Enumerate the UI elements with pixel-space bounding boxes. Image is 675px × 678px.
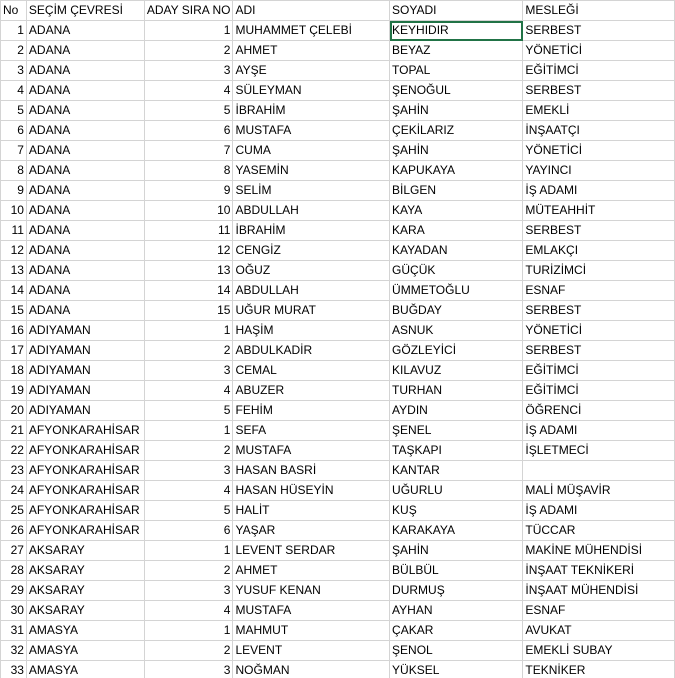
cell-order[interactable]: 2 (144, 341, 233, 361)
cell-occupation[interactable]: ESNAF (523, 281, 675, 301)
cell-first-name[interactable]: NOĞMAN (233, 661, 390, 678)
cell-no[interactable]: 14 (1, 281, 27, 301)
cell-no[interactable]: 8 (1, 161, 27, 181)
table-row (1, 341, 675, 361)
cell-first-name[interactable]: HALİT (233, 501, 390, 521)
cell-occupation[interactable]: EĞİTİMCİ (523, 381, 675, 401)
cell-occupation[interactable]: YÖNETİCİ (523, 321, 675, 341)
cell-no[interactable]: 12 (1, 241, 27, 261)
cell-order[interactable]: 3 (144, 581, 233, 601)
cell-no[interactable]: 32 (1, 641, 27, 661)
cell-no[interactable]: 25 (1, 501, 27, 521)
cell-last-name[interactable]: TURHAN (390, 381, 523, 401)
cell-occupation[interactable]: İŞ ADAMI (523, 421, 675, 441)
cell-occupation[interactable]: SERBEST (523, 341, 675, 361)
header-row (1, 1, 675, 21)
cell-district[interactable]: AFYONKARAHİSAR (26, 421, 144, 441)
cell-first-name[interactable]: CEMAL (233, 361, 390, 381)
cell-district[interactable]: AKSARAY (26, 541, 144, 561)
cell-first-name[interactable]: AHMET (233, 41, 390, 61)
cell-no[interactable]: 26 (1, 521, 27, 541)
cell-order[interactable]: 6 (144, 121, 233, 141)
cell-order[interactable]: 1 (144, 21, 233, 41)
cell-district[interactable]: ADANA (26, 161, 144, 181)
cell-last-name[interactable]: KUŞ (390, 501, 523, 521)
cell-first-name[interactable]: YAŞAR (233, 521, 390, 541)
cell-no[interactable]: 10 (1, 201, 27, 221)
table-row (1, 601, 675, 621)
cell-occupation[interactable]: EMEKLİ (523, 101, 675, 121)
table-row (1, 201, 675, 221)
cell-first-name[interactable]: AYŞE (233, 61, 390, 81)
cell-occupation[interactable]: İŞ ADAMI (523, 501, 675, 521)
cell-occupation[interactable]: TURİZİMCİ (523, 261, 675, 281)
cell-no[interactable]: 33 (1, 661, 27, 678)
cell-occupation[interactable] (523, 461, 675, 481)
table-row (1, 161, 675, 181)
cell-last-name[interactable]: KAYADAN (390, 241, 523, 261)
cell-occupation[interactable]: YAYINCI (523, 161, 675, 181)
table-row (1, 401, 675, 421)
cell-first-name[interactable]: SÜLEYMAN (233, 81, 390, 101)
cell-last-name[interactable]: KARAKAYA (390, 521, 523, 541)
cell-district[interactable]: ADANA (26, 21, 144, 41)
cell-last-name[interactable]: GÖZLEYİCİ (390, 341, 523, 361)
table-row (1, 181, 675, 201)
cell-order[interactable]: 5 (144, 401, 233, 421)
cell-no[interactable]: 15 (1, 301, 27, 321)
table-row (1, 81, 675, 101)
header-order[interactable]: ADAY SIRA NO (144, 1, 233, 21)
cell-order[interactable]: 3 (144, 461, 233, 481)
cell-first-name[interactable]: CUMA (233, 141, 390, 161)
table-row (1, 441, 675, 461)
cell-first-name[interactable]: FEHİM (233, 401, 390, 421)
cell-district[interactable]: AKSARAY (26, 601, 144, 621)
table-row (1, 561, 675, 581)
cell-occupation[interactable]: YÖNETİCİ (523, 41, 675, 61)
cell-occupation[interactable]: SERBEST (523, 301, 675, 321)
cell-no[interactable]: 16 (1, 321, 27, 341)
cell-district[interactable]: ADANA (26, 181, 144, 201)
cell-district[interactable]: ADANA (26, 41, 144, 61)
cell-no[interactable]: 4 (1, 81, 27, 101)
cell-district[interactable]: AMASYA (26, 661, 144, 678)
cell-no[interactable]: 3 (1, 61, 27, 81)
cell-no[interactable]: 31 (1, 621, 27, 641)
cell-no[interactable]: 27 (1, 541, 27, 561)
cell-district[interactable]: AMASYA (26, 641, 144, 661)
cell-last-name[interactable]: KILAVUZ (390, 361, 523, 381)
cell-last-name[interactable]: BÜLBÜL (390, 561, 523, 581)
cell-order[interactable]: 8 (144, 161, 233, 181)
cell-order[interactable]: 6 (144, 521, 233, 541)
cell-no[interactable]: 6 (1, 121, 27, 141)
cell-first-name[interactable]: CENGİZ (233, 241, 390, 261)
cell-district[interactable]: ADANA (26, 81, 144, 101)
table-row (1, 661, 675, 678)
cell-first-name[interactable]: ABDULKADİR (233, 341, 390, 361)
cell-order[interactable]: 5 (144, 501, 233, 521)
cell-order[interactable]: 4 (144, 81, 233, 101)
cell-district[interactable]: ADANA (26, 201, 144, 221)
cell-district[interactable]: AFYONKARAHİSAR (26, 501, 144, 521)
cell-last-name[interactable]: YÜKSEL (390, 661, 523, 678)
table-row (1, 421, 675, 441)
table-row (1, 381, 675, 401)
cell-no[interactable]: 30 (1, 601, 27, 621)
cell-no[interactable]: 28 (1, 561, 27, 581)
cell-occupation[interactable]: EMLAKÇI (523, 241, 675, 261)
cell-last-name[interactable]: KANTAR (390, 461, 523, 481)
table-row (1, 321, 675, 341)
cell-last-name[interactable]: ŞENOĞUL (390, 81, 523, 101)
cell-order[interactable]: 3 (144, 661, 233, 678)
header-occupation[interactable]: MESLEĞİ (523, 1, 675, 21)
cell-last-name[interactable]: ŞAHİN (390, 101, 523, 121)
cell-last-name[interactable]: GÜÇÜK (390, 261, 523, 281)
cell-first-name[interactable]: MUSTAFA (233, 441, 390, 461)
cell-district[interactable]: ADANA (26, 101, 144, 121)
cell-order[interactable]: 11 (144, 221, 233, 241)
cell-last-name[interactable]: ŞAHİN (390, 141, 523, 161)
cell-first-name[interactable]: MAHMUT (233, 621, 390, 641)
cell-occupation[interactable]: İNŞAATÇI (523, 121, 675, 141)
cell-first-name[interactable]: İBRAHİM (233, 221, 390, 241)
table-row (1, 21, 675, 41)
cell-order[interactable]: 2 (144, 641, 233, 661)
cell-occupation[interactable]: İŞ ADAMI (523, 181, 675, 201)
table-row (1, 141, 675, 161)
table-row (1, 61, 675, 81)
cell-district[interactable]: ADANA (26, 141, 144, 161)
cell-order[interactable]: 13 (144, 261, 233, 281)
cell-district[interactable]: ADANA (26, 261, 144, 281)
cell-district[interactable]: AFYONKARAHİSAR (26, 521, 144, 541)
header-no[interactable]: No (1, 1, 27, 21)
cell-order[interactable]: 7 (144, 141, 233, 161)
cell-no[interactable]: 21 (1, 421, 27, 441)
cell-last-name-selected[interactable]: KEYHIDIR (390, 21, 523, 41)
cell-no[interactable]: 2 (1, 41, 27, 61)
cell-occupation[interactable]: MALİ MÜŞAVİR (523, 481, 675, 501)
cell-order[interactable]: 3 (144, 61, 233, 81)
cell-first-name[interactable]: ABUZER (233, 381, 390, 401)
cell-first-name[interactable]: İBRAHİM (233, 101, 390, 121)
cell-occupation[interactable]: TEKNİKER (523, 661, 675, 678)
cell-no[interactable]: 24 (1, 481, 27, 501)
cell-last-name[interactable]: TAŞKAPI (390, 441, 523, 461)
cell-district[interactable]: AFYONKARAHİSAR (26, 461, 144, 481)
table-row (1, 481, 675, 501)
cell-last-name[interactable]: BİLGEN (390, 181, 523, 201)
table-row (1, 301, 675, 321)
cell-district[interactable]: ADIYAMAN (26, 401, 144, 421)
cell-last-name[interactable]: ÇAKAR (390, 621, 523, 641)
table-row (1, 241, 675, 261)
cell-order[interactable]: 2 (144, 41, 233, 61)
cell-occupation[interactable]: SERBEST (523, 81, 675, 101)
cell-occupation[interactable]: MÜTEAHHİT (523, 201, 675, 221)
cell-order[interactable]: 3 (144, 361, 233, 381)
cell-no[interactable]: 5 (1, 101, 27, 121)
table-row (1, 461, 675, 481)
cell-order[interactable]: 4 (144, 381, 233, 401)
cell-last-name[interactable]: TOPAL (390, 61, 523, 81)
cell-order[interactable]: 12 (144, 241, 233, 261)
cell-district[interactable]: AFYONKARAHİSAR (26, 441, 144, 461)
cell-occupation[interactable]: SERBEST (523, 221, 675, 241)
cell-first-name[interactable]: SELİM (233, 181, 390, 201)
cell-occupation[interactable]: EĞİTİMCİ (523, 361, 675, 381)
cell-no[interactable]: 23 (1, 461, 27, 481)
cell-last-name[interactable]: BUĞDAY (390, 301, 523, 321)
cell-occupation[interactable]: EĞİTİMCİ (523, 61, 675, 81)
cell-order[interactable]: 1 (144, 421, 233, 441)
cell-occupation[interactable]: SERBEST (523, 21, 675, 41)
table-row (1, 521, 675, 541)
cell-occupation[interactable]: YÖNETİCİ (523, 141, 675, 161)
cell-order[interactable]: 2 (144, 561, 233, 581)
cell-occupation[interactable]: AVUKAT (523, 621, 675, 641)
cell-order[interactable]: 9 (144, 181, 233, 201)
cell-occupation[interactable]: İNŞAAT MÜHENDİSİ (523, 581, 675, 601)
cell-order[interactable]: 10 (144, 201, 233, 221)
table-row (1, 621, 675, 641)
cell-no[interactable]: 22 (1, 441, 27, 461)
cell-district[interactable]: AKSARAY (26, 561, 144, 581)
cell-order[interactable]: 1 (144, 321, 233, 341)
cell-no[interactable]: 17 (1, 341, 27, 361)
cell-district[interactable]: AMASYA (26, 621, 144, 641)
table-row (1, 121, 675, 141)
cell-order[interactable]: 4 (144, 601, 233, 621)
header-first-name[interactable]: ADI (233, 1, 390, 21)
cell-last-name[interactable]: AYHAN (390, 601, 523, 621)
cell-no[interactable]: 20 (1, 401, 27, 421)
cell-first-name[interactable]: SEFA (233, 421, 390, 441)
cell-last-name[interactable]: ŞAHİN (390, 541, 523, 561)
cell-district[interactable]: ADIYAMAN (26, 361, 144, 381)
cell-first-name[interactable]: MUSTAFA (233, 601, 390, 621)
cell-first-name[interactable]: HASAN HÜSEYİN (233, 481, 390, 501)
table-row (1, 261, 675, 281)
cell-district[interactable]: ADANA (26, 61, 144, 81)
cell-order[interactable]: 14 (144, 281, 233, 301)
table-row (1, 41, 675, 61)
cell-no[interactable]: 13 (1, 261, 27, 281)
cell-order[interactable]: 15 (144, 301, 233, 321)
cell-last-name[interactable]: AYDIN (390, 401, 523, 421)
cell-district[interactable]: ADIYAMAN (26, 381, 144, 401)
cell-district[interactable]: ADANA (26, 221, 144, 241)
cell-last-name[interactable]: ÇEKİLARIZ (390, 121, 523, 141)
cell-first-name[interactable]: LEVENT SERDAR (233, 541, 390, 561)
cell-no[interactable]: 19 (1, 381, 27, 401)
cell-last-name[interactable]: ASNUK (390, 321, 523, 341)
cell-order[interactable]: 1 (144, 621, 233, 641)
cell-district[interactable]: ADANA (26, 301, 144, 321)
cell-last-name[interactable]: BEYAZ (390, 41, 523, 61)
table-row (1, 101, 675, 121)
cell-district[interactable]: ADANA (26, 121, 144, 141)
header-last-name[interactable]: SOYADI (390, 1, 523, 21)
cell-first-name[interactable]: MUHAMMET ÇELEBİ (233, 21, 390, 41)
header-district[interactable]: SEÇİM ÇEVRESİ (26, 1, 144, 21)
cell-last-name[interactable]: KAPUKAYA (390, 161, 523, 181)
cell-district[interactable]: ADANA (26, 281, 144, 301)
cell-first-name[interactable]: HASAN BASRİ (233, 461, 390, 481)
cell-order[interactable]: 5 (144, 101, 233, 121)
cell-no[interactable]: 18 (1, 361, 27, 381)
cell-first-name[interactable]: LEVENT (233, 641, 390, 661)
cell-first-name[interactable]: OĞUZ (233, 261, 390, 281)
cell-last-name[interactable]: KARA (390, 221, 523, 241)
cell-last-name[interactable]: ŞENEL (390, 421, 523, 441)
cell-last-name[interactable]: DURMUŞ (390, 581, 523, 601)
cell-occupation[interactable]: ESNAF (523, 601, 675, 621)
cell-last-name[interactable]: UĞURLU (390, 481, 523, 501)
cell-first-name[interactable]: HAŞİM (233, 321, 390, 341)
cell-district[interactable]: ADIYAMAN (26, 341, 144, 361)
cell-last-name[interactable]: ŞENOL (390, 641, 523, 661)
cell-first-name[interactable]: MUSTAFA (233, 121, 390, 141)
cell-order[interactable]: 4 (144, 481, 233, 501)
cell-occupation[interactable]: MAKİNE MÜHENDİSİ (523, 541, 675, 561)
cell-last-name[interactable]: ÜMMETOĞLU (390, 281, 523, 301)
cell-order[interactable]: 2 (144, 441, 233, 461)
cell-occupation[interactable]: EMEKLİ SUBAY (523, 641, 675, 661)
cell-first-name[interactable]: YASEMİN (233, 161, 390, 181)
cell-order[interactable]: 1 (144, 541, 233, 561)
cell-first-name[interactable]: AHMET (233, 561, 390, 581)
cell-first-name[interactable]: YUSUF KENAN (233, 581, 390, 601)
cell-occupation[interactable]: İŞLETMECİ (523, 441, 675, 461)
cell-first-name[interactable]: ABDULLAH (233, 281, 390, 301)
cell-first-name[interactable]: UĞUR MURAT (233, 301, 390, 321)
cell-district[interactable]: ADIYAMAN (26, 321, 144, 341)
table-row (1, 281, 675, 301)
cell-district[interactable]: AFYONKARAHİSAR (26, 481, 144, 501)
table-row (1, 361, 675, 381)
table-row (1, 221, 675, 241)
cell-no[interactable]: 7 (1, 141, 27, 161)
cell-occupation[interactable]: ÖĞRENCİ (523, 401, 675, 421)
cell-first-name[interactable]: ABDULLAH (233, 201, 390, 221)
table-row (1, 501, 675, 521)
cell-no[interactable]: 9 (1, 181, 27, 201)
cell-occupation[interactable]: İNŞAAT TEKNİKERİ (523, 561, 675, 581)
table-row (1, 581, 675, 601)
cell-no[interactable]: 1 (1, 21, 27, 41)
cell-no[interactable]: 29 (1, 581, 27, 601)
table-row (1, 541, 675, 561)
table-row (1, 641, 675, 661)
cell-last-name[interactable]: KAYA (390, 201, 523, 221)
cell-no[interactable]: 11 (1, 221, 27, 241)
cell-occupation[interactable]: TÜCCAR (523, 521, 675, 541)
cell-district[interactable]: AKSARAY (26, 581, 144, 601)
cell-district[interactable]: ADANA (26, 241, 144, 261)
